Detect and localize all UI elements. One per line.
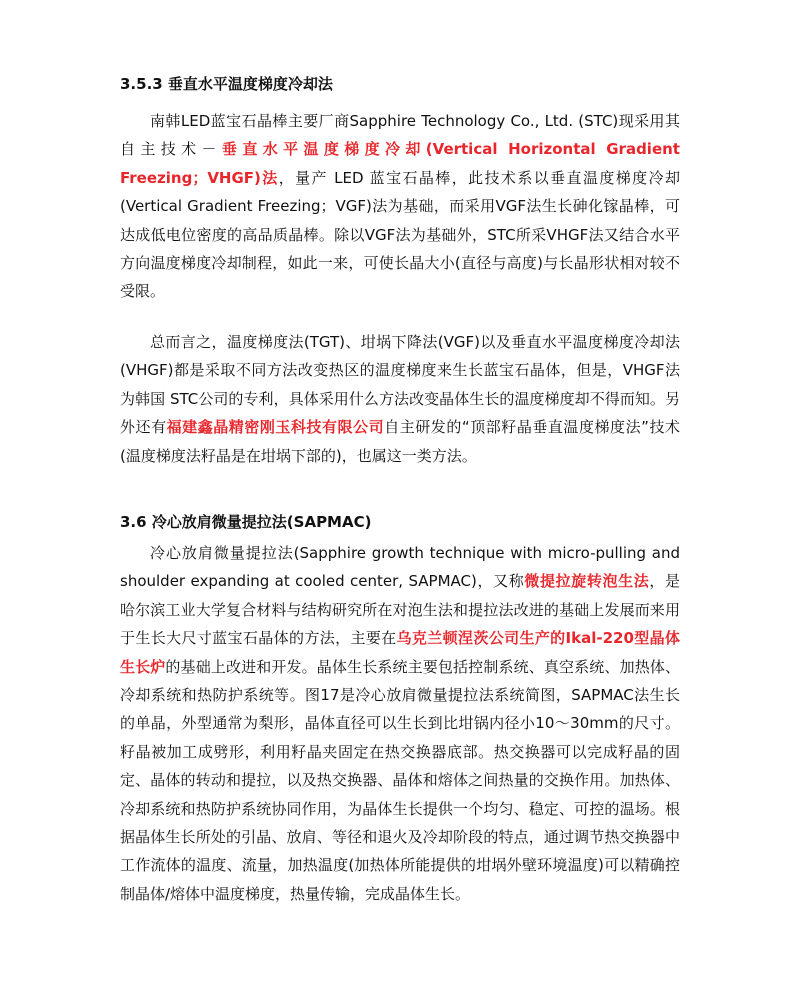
section-heading-3-6: 3.6 冷心放肩微量提拉法(SAPMAC) xyxy=(120,513,372,531)
paragraph-text: ，是哈尔滨工业大学复合材料与结构研究所在对泡生法和提拉法改进的基础上发展而来用于生长大尺寸蓝宝石晶体的方法，主要在 xyxy=(120,572,680,648)
paragraph-summary xyxy=(120,328,680,470)
paragraph-text: ，量产 LED 蓝宝石晶棒，此技术系以垂直温度梯度冷却(Vertical Gradient Freezing；VGF)法为基础，而采用VGF法生长砷化镓晶棒，可达成低电位密度的高品质晶棒。除以VGF法为基础外，STC所采VHGF法又结合水平方向温度梯度冷却制程，如此一来，可使长晶大小(直径与高度)与长晶形状相对较不受限。 xyxy=(120,168,680,301)
paragraph-text: 总而言之，温度梯度法(TGT)、坩埚下降法(VGF)以及垂直水平温度梯度冷却法(VHGF)都是采取不同方法改变热区的温度梯度来生长蓝宝石晶体，但是，VHGF法为韩国 STC公司的专利，具体采用什么方法改变晶体生长的温度梯度却不得而知。另外还有 xyxy=(120,333,680,437)
highlight-company-name: 福建鑫晶精密刚玉科技有限公司 xyxy=(166,418,385,437)
section-heading-3-5-3: 3.5.3 垂直水平温度梯度冷却法 xyxy=(120,75,333,93)
paragraph-sapmac xyxy=(120,539,680,908)
paragraph-text: 自主研发的“顶部籽晶垂直温度梯度法”技术(温度梯度法籽晶是在坩埚下部的)，也属这一类方法。 xyxy=(120,418,680,465)
paragraph-vhgf xyxy=(120,107,680,306)
highlight-vhgf-term: 垂直水平温度梯度冷却(Vertical Horizontal Gradient Freezing；VHGF)法 xyxy=(120,140,680,187)
paragraph-text: 南韩LED蓝宝石晶棒主要厂商Sapphire Technology Co., Ltd. (STC)现采用其自主技术－ xyxy=(120,112,680,159)
highlight-alt-name: 微提拉旋转泡生法 xyxy=(524,572,650,591)
highlight-furnace-model: 乌克兰顿涅茨公司生产的Ikal-220型晶体生长炉 xyxy=(120,629,680,676)
paragraph-text: 冷心放肩微量提拉法(Sapphire growth technique with micro-pulling and shoulder expanding at cooled center, SAPMAC)，又称 xyxy=(120,544,680,591)
paragraph-text: 的基础上改进和开发。晶体生长系统主要包括控制系统、真空系统、加热体、冷却系统和热防护系统等。图17是冷心放肩微量提拉法系统简图，SAPMAC法生长的单晶，外型通常为梨形，晶体直径可以生长到比坩锅内径小10～30mm的尺寸。籽晶被加工成劈形，利用籽晶夹固定在热交换器底部。热交换器可以完成籽晶的固定、晶体的转动和提拉，以及热交换器、晶体和熔体之间热量的交换作用。加热体、冷却系统和热防护系统协同作用，为晶体生长提供一个均匀、稳定、可控的温场。根据晶体生长所处的引晶、放肩、等径和退火及冷却阶段的特点，通过调节热交换器中工作流体的温度、流量，加热温度(加热体所能提供的坩埚外壁环境温度)可以精确控制晶体/熔体中温度梯度，热量传输，完成晶体生长。 xyxy=(120,657,680,903)
